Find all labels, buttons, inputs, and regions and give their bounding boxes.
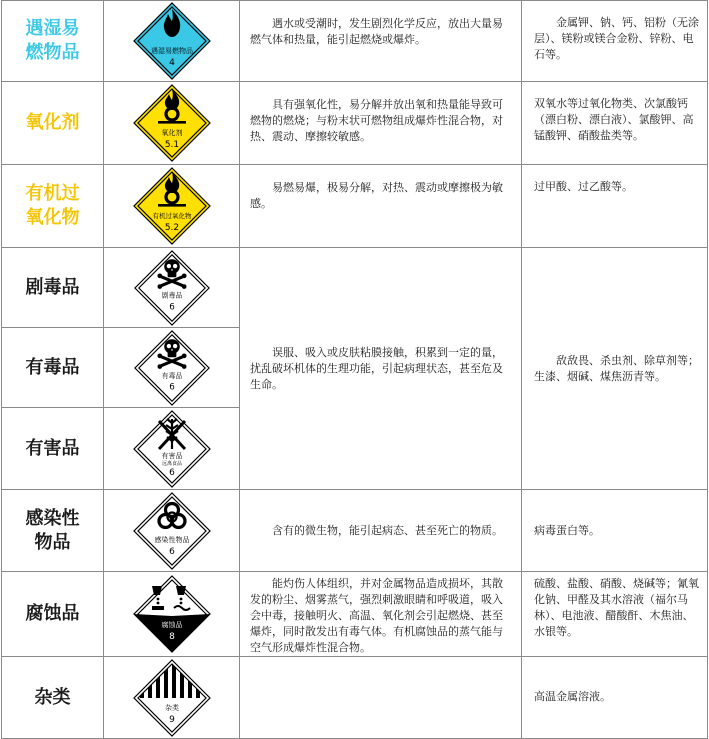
category-name-line: 有毒品	[25, 356, 80, 378]
description-text: 误服、吸入或皮肤粘膜接触，积累到一定的量，扰乱破坏机体的生理功能，引起病理状态，甚至危及生命。	[250, 345, 503, 391]
row-miscellaneous	[2, 657, 708, 739]
description-cell	[240, 657, 522, 739]
description-cell	[240, 248, 522, 490]
examples-cell	[522, 1, 708, 82]
description-text: 能灼伤人体组织，并对金属物品造成损坏，其散发的粉尘、烟雾蒸气，强烈刺激眼睛和呼吸道，吸入会中毒，接触明火、高温、氧化剂会引起燃烧、甚至爆炸，同时散发出有毒气体。有机腐蚀品的蒸气能与空气形成爆炸性混合物。	[250, 577, 503, 654]
hazard-sign-cell	[104, 82, 240, 165]
category-name-line: 剧毒品	[25, 276, 80, 298]
hazard-sign-cell	[104, 657, 240, 739]
category-name-line: 杂类	[34, 686, 71, 708]
category-name-cell	[2, 408, 104, 490]
examples-text: 过甲酸、过乙酸等。	[534, 180, 633, 193]
row-corrosive	[2, 572, 708, 657]
description-cell	[240, 572, 522, 657]
examples-text: 病毒蛋白等。	[534, 523, 600, 537]
description-text: 易燃易爆，极易分解，对热、震动或摩擦极为敏感。	[250, 181, 503, 210]
sign-label: 杂类	[164, 703, 179, 712]
sign-number: 4	[168, 58, 175, 68]
hazard-sign-cell	[104, 1, 240, 82]
category-name-cell	[2, 165, 104, 248]
category-name-line: 遇湿易	[25, 18, 80, 39]
description-cell	[240, 165, 522, 248]
hazard-sign-cell	[104, 328, 240, 408]
category-name-line: 有害品	[25, 437, 80, 459]
sign-number: 5.1	[164, 140, 179, 150]
examples-text: 双氧水等过氧化物类、次氯酸钙（漂白粉、漂白液）、氯酸钾、高锰酸钾、硝酸盐类等。	[534, 97, 694, 142]
category-name-line: 氧化剂	[25, 112, 80, 133]
category-name-cell	[2, 82, 104, 165]
sign-number: 6	[168, 546, 175, 557]
flame-over-circle-icon	[132, 166, 212, 246]
category-name-line: 氧化物	[25, 207, 80, 228]
examples-cell	[522, 572, 708, 657]
row-highly-toxic	[2, 248, 708, 328]
corrosion-icon	[132, 574, 212, 654]
category-name-cell	[2, 248, 104, 328]
description-cell	[240, 82, 522, 165]
biohazard-icon	[132, 491, 212, 571]
row-organic-peroxide	[2, 165, 708, 248]
examples-cell	[522, 490, 708, 572]
sign-label: 遇湿易燃物品	[150, 47, 193, 55]
sign-number: 5.2	[164, 223, 179, 233]
sign-number: 8	[168, 632, 175, 642]
sign-label: 有毒品	[161, 371, 182, 380]
description-text: 遇水或受潮时，发生剧烈化学反应，放出大量易燃气体和热量，能引起燃烧或爆炸。	[250, 17, 503, 46]
skull-crossbones-icon	[132, 249, 212, 327]
description-text: 含有的微生物，能引起病态、甚至死亡的物质。	[272, 523, 503, 537]
description-cell	[240, 490, 522, 572]
sign-label: 剧毒品	[161, 291, 182, 300]
sign-label: 氧化剂	[161, 129, 182, 137]
examples-cell	[522, 248, 708, 490]
skull-crossbones-icon	[132, 329, 212, 407]
examples-text: 高温金属溶液。	[534, 690, 611, 703]
category-name-line: 腐蚀品	[25, 603, 80, 624]
sign-number: 6	[168, 381, 175, 392]
flame-over-circle-icon	[132, 83, 212, 163]
examples-text: 敌敌畏、杀虫剂、除草剂等；生漆、烟碱、煤焦沥青等。	[534, 353, 699, 383]
sign-label: 腐蚀品	[161, 621, 182, 629]
sign-sublabel: 远离食品	[161, 460, 182, 467]
category-name-cell	[2, 657, 104, 739]
sign-number: 6	[168, 301, 175, 312]
vertical-stripes-icon	[132, 658, 212, 738]
crossed-wheat-icon	[132, 409, 212, 489]
sign-number: 9	[168, 714, 175, 725]
category-name-line: 燃物品	[25, 42, 80, 63]
sign-label: 有害品	[161, 451, 182, 460]
category-name-cell	[2, 572, 104, 657]
examples-text: 金属钾、钠、钙、铝粉（无涂层）、镁粉或镁合金粉、锌粉、电石等。	[534, 16, 699, 61]
description-text: 具有强氧化性，易分解并放出氧和热量能导致可燃物的燃烧；与粉末状可燃物组成爆炸性混合物，对热、震动、摩擦较敏感。	[250, 98, 503, 143]
row-infectious	[2, 490, 708, 572]
row-oxidizer	[2, 82, 708, 165]
category-name-line: 感染性	[25, 507, 80, 529]
category-name-cell	[2, 490, 104, 572]
sign-label: 有机过氧化物	[152, 212, 191, 220]
hazard-sign-cell	[104, 408, 240, 490]
examples-cell	[522, 82, 708, 165]
row-water-reactive	[2, 1, 708, 82]
description-cell	[240, 1, 522, 82]
hazard-sign-cell	[104, 490, 240, 572]
examples-cell	[522, 657, 708, 739]
category-name-line: 物品	[34, 531, 71, 553]
examples-cell	[522, 165, 708, 248]
category-name-cell	[2, 328, 104, 408]
category-name-line: 有机过	[25, 183, 80, 204]
examples-text: 硫酸、盐酸、硝酸、烧碱等；氰氧化钠、甲醛及其水溶液（福尔马林）、电池液、醋酸酐、木焦油、水银等。	[534, 577, 699, 638]
hazard-sign-cell	[104, 572, 240, 657]
sign-number: 6	[168, 467, 175, 478]
sign-label: 感染性物品	[154, 535, 189, 544]
category-name-cell	[2, 1, 104, 82]
flame-icon	[132, 1, 212, 81]
hazard-sign-cell	[104, 248, 240, 328]
hazard-classification-table	[1, 0, 708, 739]
hazard-sign-cell	[104, 165, 240, 248]
